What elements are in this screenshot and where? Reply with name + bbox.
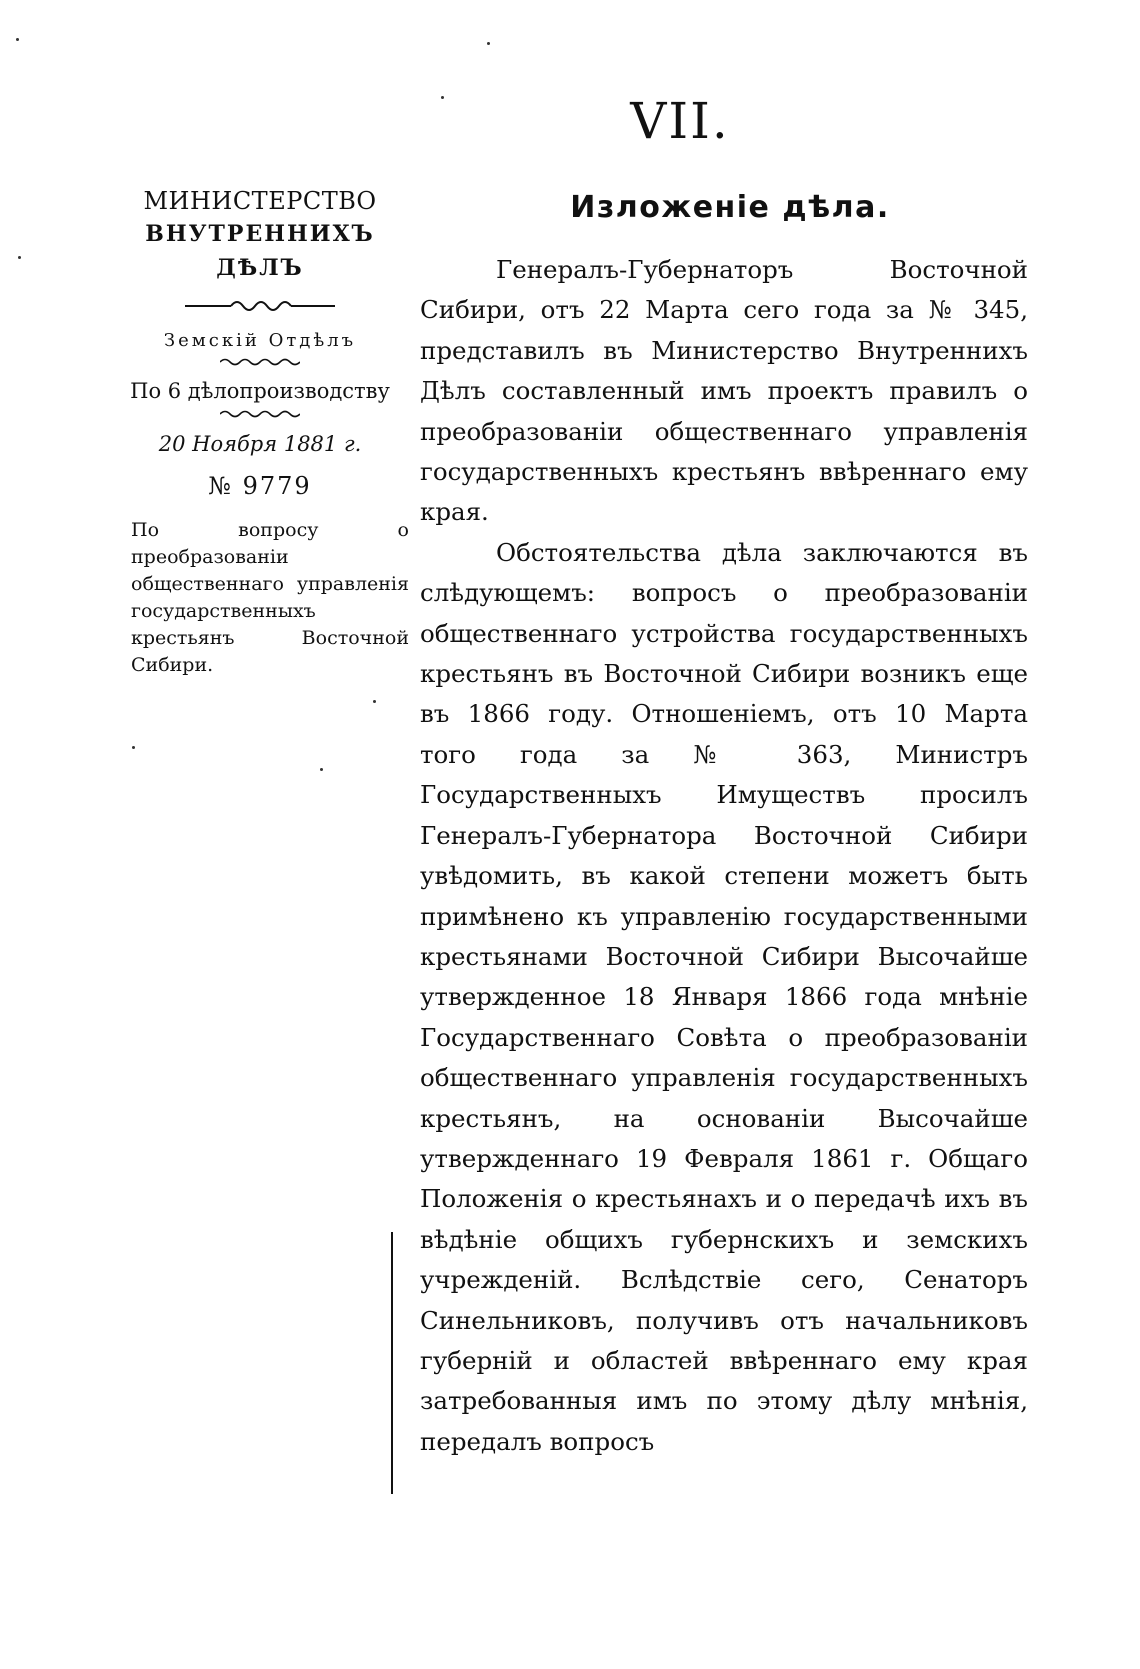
scan-speck-icon bbox=[441, 96, 444, 99]
scan-speck-icon bbox=[18, 256, 21, 259]
paragraph: Генералъ-Губернаторъ Восточной Сибири, отъ 22 Марта сего года за № 345, представилъ въ Министерство Внутреннихъ Дѣлъ составленный имъ проектъ правилъ о преобразованіи общественнаго управленія государственныхъ крестьянъ ввѣреннаго ему края. bbox=[420, 255, 1028, 527]
document-number: № 9779 bbox=[208, 472, 312, 500]
chapter-number: VII. bbox=[630, 92, 730, 150]
body-text bbox=[420, 250, 1028, 1462]
margin-bracket-icon bbox=[386, 1232, 396, 1494]
ministry-subtitle: ВНУТРЕННИХЪ ДѢЛЪ bbox=[145, 221, 375, 281]
wave-divider-icon bbox=[220, 409, 300, 419]
department-name: Земскій Отдѣлъ bbox=[163, 330, 357, 351]
scan-speck-icon bbox=[16, 38, 19, 41]
margin-note bbox=[105, 185, 415, 679]
paragraph: Обстоятельства дѣла заключаются въ слѣдующемъ: вопросъ о преобразованіи общественнаго устройства государственныхъ крестьянъ въ Восточной Сибири возникъ еще въ 1866 году. Отношеніемъ, отъ 10 Марта того года за № 363, Министръ Государственныхъ Имуществъ просилъ Генералъ-Губернатора Восточной Сибири увѣдомить, въ какой степени можетъ быть примѣнено къ управленію государственными крестьянами Восточной Сибири Высочайше утвержденное 18 Января 1866 года мнѣніе Государственнаго Совѣта о преобразованіи общественнаго управленія государственныхъ крестьянъ, на основаніи Высочайше утвержденнаго 19 Февраля 1861 г. Общаго Положенія о крестьянахъ и о передачѣ ихъ въ вѣдѣніе общихъ губернскихъ и земскихъ учрежденій. Вслѣдствіе сего, Сенаторъ Синельниковъ, получивъ отъ начальниковъ губерній и областей ввѣреннаго ему края затребованныя имъ по этому дѣлу мнѣнія, передалъ вопросъ bbox=[420, 537, 1028, 1456]
wave-divider-icon bbox=[220, 357, 300, 367]
ministry-name: МИНИСТЕРСТВО bbox=[143, 187, 377, 215]
scan-speck-icon bbox=[320, 768, 323, 771]
scan-speck-icon bbox=[373, 700, 376, 703]
scan-speck-icon bbox=[487, 42, 490, 45]
ornament-divider-icon bbox=[185, 295, 335, 317]
document-date: 20 Ноября 1881 г. bbox=[158, 432, 362, 456]
section-heading: Изложеніе дѣла. bbox=[570, 190, 890, 225]
office-division: По 6 дѣлопроизводству bbox=[130, 379, 390, 403]
scan-speck-icon bbox=[132, 746, 135, 749]
document-subject: По вопросу о преобразованіи общественнаго управленія государственныхъ крестьянъ Восточной Сибири. bbox=[131, 519, 409, 676]
